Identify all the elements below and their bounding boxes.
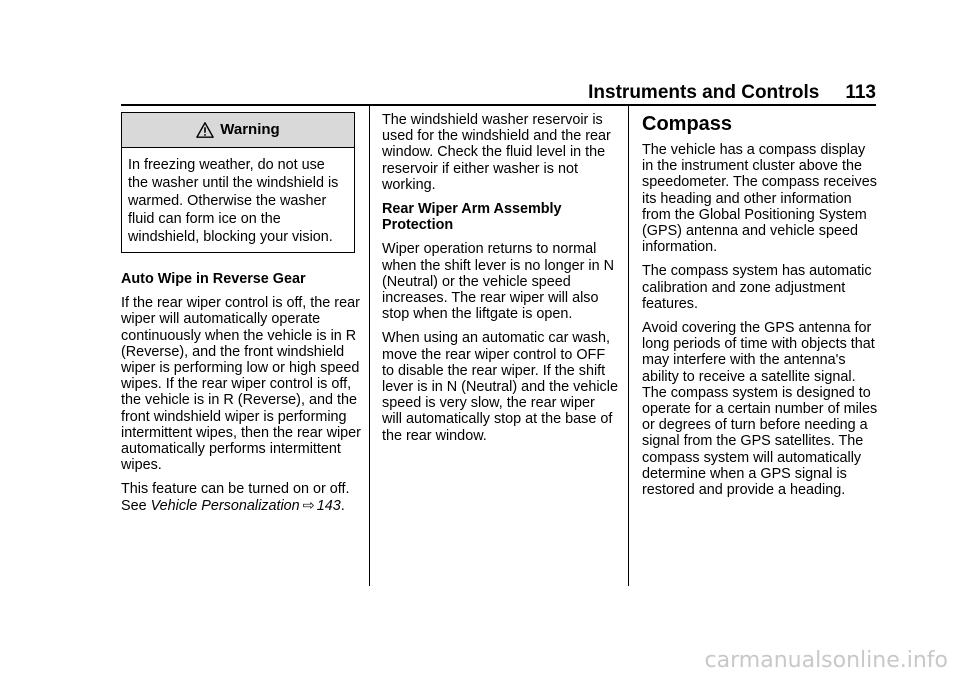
page-ref-icon: ⇨ [302,497,315,514]
column-divider-1 [369,106,370,586]
compass-paragraph-3: Avoid covering the GPS antenna for long periods of time with objects that may interfere with the antenna's ability to receive a satellite signal. The compass system is designed to operate for a certain number of miles or degrees of turn before needing a signal from the GPS satellites. The compass system will automatically determine when a GPS signal is restored and provide a heading. [642,320,878,499]
xref-end: . [340,497,345,514]
warning-body [122,148,354,252]
xref-title: Vehicle Personalization [150,497,300,514]
warning-box [121,112,355,253]
column-1 [121,112,361,522]
xref-page: 143 [316,497,341,514]
compass-paragraph-2: The compass system has automatic calibration and zone adjustment features. [642,263,872,312]
feature-text: This feature can be turned on or off. [121,481,350,498]
watermark: carmanualsonline.info [704,648,948,673]
compass-heading: Compass [642,113,733,135]
warning-header [122,113,354,148]
car-wash-text: When using an automatic car wash, move the rear wiper control to OFF to disable the rear wiper. If the shift lever is in N (Neutral) and the vehicle speed is very slow, the rear wiper will automatically stop at the base of the rear window. [382,330,618,444]
rear-wiper-text: Wiper operation returns to normal when the shift lever is no longer in N (Neutral) or the vehicle speed increases. The rear wiper will also stop when the liftgate is open. [382,241,614,323]
section-title: Instruments and Controls [588,82,820,103]
column-divider-2 [628,106,629,586]
column-2 [382,112,618,452]
rear-wiper-heading: Rear Wiper Arm Assembly Protection [382,201,562,234]
header-rule [121,104,876,106]
auto-wipe-text: If the rear wiper control is off, the rear wiper will automatically operate continuously when the vehicle is in R (Reverse), and the front windshield wiper is performing low or high speed wipes. If the rear wiper control is off, the vehicle is in R (Reverse), and the front windshield wiper is performing intermittent wipes, then the rear wiper automatically performs intermittent wipes. [121,295,361,474]
see-label: See [121,497,147,514]
warning-text: In freezing weather, do not use the washer until the windshield is warmed. Otherwise the washer fluid can form ice on the windshield, blocking your vision. [128,157,339,245]
column-3 [642,112,878,506]
warning-triangle-icon [196,121,214,139]
auto-wipe-heading: Auto Wipe in Reverse Gear [121,271,306,287]
compass-paragraph-1: The vehicle has a compass display in the instrument cluster above the speedometer. The compass receives its heading and other information from the Global Positioning System (GPS) antenna and vehicle speed information. [642,142,877,256]
feature-paragraph [121,481,361,513]
reservoir-text: The windshield washer reservoir is used for the windshield and the rear window. Check the fluid level in the reservoir if either washer is not working. [382,112,611,193]
page-header [0,82,876,104]
page-number: 113 [845,82,876,103]
xref-link[interactable] [151,498,341,514]
warning-title: Warning [220,120,280,138]
